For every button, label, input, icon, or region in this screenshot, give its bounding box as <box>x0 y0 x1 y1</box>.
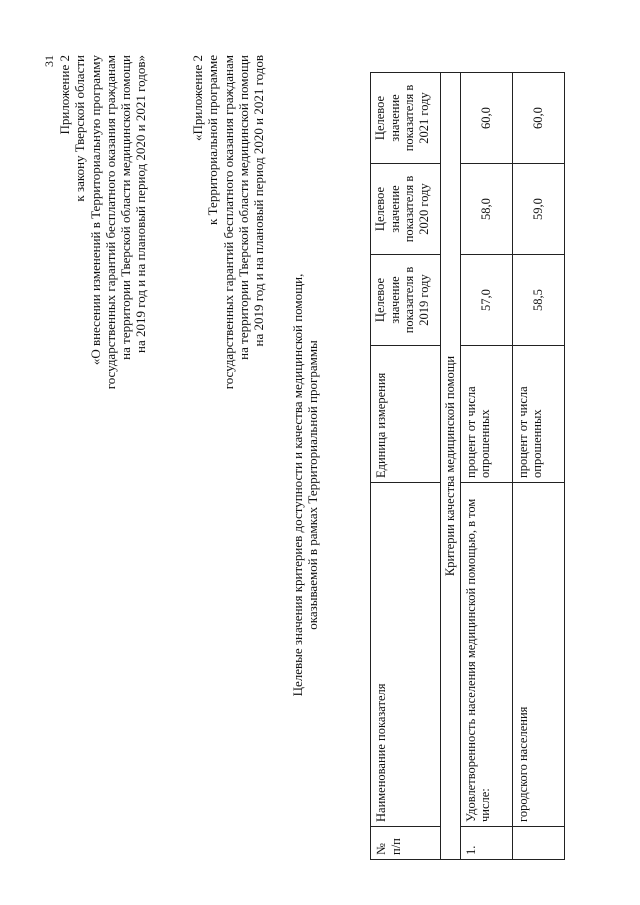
table-row <box>460 73 512 860</box>
program-appendix-line: к Территориальной программе <box>205 55 221 225</box>
program-appendix-line: «Приложение 2 <box>190 55 205 142</box>
cell-2020: 58,0 <box>460 164 512 255</box>
cell-2019: 58,5 <box>512 255 564 346</box>
document-title <box>290 205 321 765</box>
document-title-line: Целевые значения критериев доступности и качества медицинской помощи, <box>290 273 305 697</box>
cell-num <box>512 827 564 860</box>
cell-unit: процент от числа опрошенных <box>512 346 564 483</box>
header-name: Наименование показателя <box>371 483 441 827</box>
cell-num: 1. <box>460 827 512 860</box>
page-number: 31 <box>42 55 56 67</box>
document-title-line: оказываемой в рамках Территориальной программы <box>305 340 321 630</box>
appendix-header-line: к закону Тверской области <box>72 55 88 202</box>
criteria-table <box>370 72 565 860</box>
program-appendix-line: на территории Тверской области медицинской помощи <box>235 55 251 360</box>
program-appendix-line: на 2019 год и на плановый период 2020 и 2021 годов <box>251 55 267 347</box>
table-row <box>512 73 564 860</box>
table-header-row <box>371 73 441 860</box>
cell-name: городского населения <box>512 483 564 827</box>
appendix-header-line: Приложение 2 <box>57 55 72 135</box>
section-title: Критерии качества медицинской помощи <box>441 73 461 860</box>
appendix-header-line: государственных гарантий бесплатного оказания гражданам <box>102 55 118 390</box>
header-2020: Целевое значение показателя в 2020 году <box>371 164 441 255</box>
program-appendix-line: государственных гарантий бесплатного оказания гражданам <box>220 55 236 390</box>
cell-unit: процент от числа опрошенных <box>460 346 512 483</box>
header-unit: Единица измерения <box>371 346 441 483</box>
program-appendix-header <box>190 55 266 575</box>
header-num: № п/п <box>371 827 441 860</box>
appendix-header-line: на 2019 год и на плановый период 2020 и 2021 годов» <box>133 55 149 353</box>
cell-name: Удовлетворенность населения медицинской помощью, в том числе: <box>460 483 512 827</box>
cell-2019: 57,0 <box>460 255 512 346</box>
section-row <box>441 73 461 860</box>
appendix-header <box>57 55 149 605</box>
appendix-header-line: «О внесении изменений в Территориальную программу <box>87 55 103 366</box>
header-2019: Целевое значение показателя в 2019 году <box>371 255 441 346</box>
header-2021: Целевое значение показателя в 2021 году <box>371 73 441 164</box>
cell-2020: 59,0 <box>512 164 564 255</box>
appendix-header-line: на территории Тверской области медицинской помощи <box>118 55 134 360</box>
cell-2021: 60,0 <box>512 73 564 164</box>
cell-2021: 60,0 <box>460 73 512 164</box>
